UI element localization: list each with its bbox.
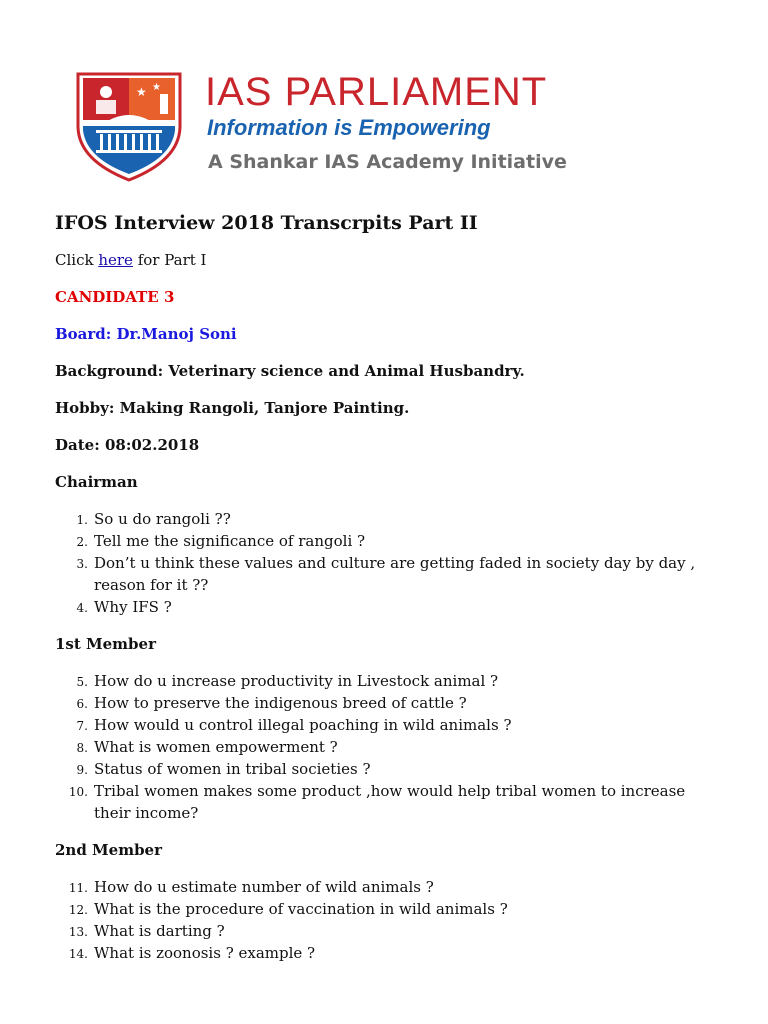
list-item: 6. How to preserve the indigenous breed of cattle ? (76, 694, 467, 712)
list-item: 7. How would u control illegal poaching in wild animals ? (76, 716, 512, 734)
background-label: Background: Veterinary science and Animal Husbandry. (55, 362, 525, 380)
page-title: IFOS Interview 2018 Transcrpits Part II (55, 212, 478, 234)
ias-parliament-shield-logo (74, 68, 184, 182)
board-label: Board: Dr.Manoj Soni (55, 325, 237, 343)
click-suffix: for Part I (132, 251, 207, 269)
list-item: 10. Tribal women makes some product ,how would help tribal women to increase their income? (68, 782, 686, 822)
list-item: 12. What is the procedure of vaccination in wild animals ? (68, 900, 508, 918)
section-title-1st-member: 1st Member (55, 635, 156, 653)
svg-text:★: ★ (152, 82, 161, 93)
part-one-link[interactable]: here (98, 251, 133, 269)
list-item: 9. Status of women in tribal societies ? (76, 760, 371, 778)
list-item: 2. Tell me the significance of rangoli ? (76, 532, 366, 550)
svg-text:★: ★ (136, 85, 147, 99)
hobby-label: Hobby: Making Rangoli, Tanjore Painting. (55, 399, 410, 417)
date-label: Date: 08:02.2018 (55, 436, 200, 454)
brand-title: IAS PARLIAMENT (205, 70, 548, 114)
brand-tagline: Information is Empowering (207, 115, 491, 140)
candidate-label: CANDIDATE 3 (55, 288, 175, 306)
question-list-2nd-member (55, 876, 715, 964)
list-item: 5. How do u increase productivity in Livestock animal ? (76, 672, 499, 690)
list-item: 4. Why IFS ? (76, 598, 172, 616)
part-one-link-line (55, 249, 715, 271)
question-list-chairman (55, 508, 715, 618)
click-prefix: Click (55, 251, 99, 269)
brand-subtitle: A Shankar IAS Academy Initiative (208, 151, 567, 173)
section-title-chairman: Chairman (55, 473, 138, 491)
list-item: 11. How do u estimate number of wild animals ? (68, 878, 434, 896)
page-header (0, 0, 768, 200)
list-item: 3. Don’t u think these values and culture are getting faded in society day by day , reason for it ?? (76, 554, 696, 594)
section-title-2nd-member: 2nd Member (55, 841, 163, 859)
list-item: 1. So u do rangoli ?? (76, 510, 231, 528)
list-item: 13. What is darting ? (68, 922, 225, 940)
list-item: 8. What is women empowerment ? (76, 738, 338, 756)
list-item: 14. What is zoonosis ? example ? (68, 944, 316, 962)
question-list-1st-member (55, 670, 715, 824)
document-body (55, 210, 715, 964)
